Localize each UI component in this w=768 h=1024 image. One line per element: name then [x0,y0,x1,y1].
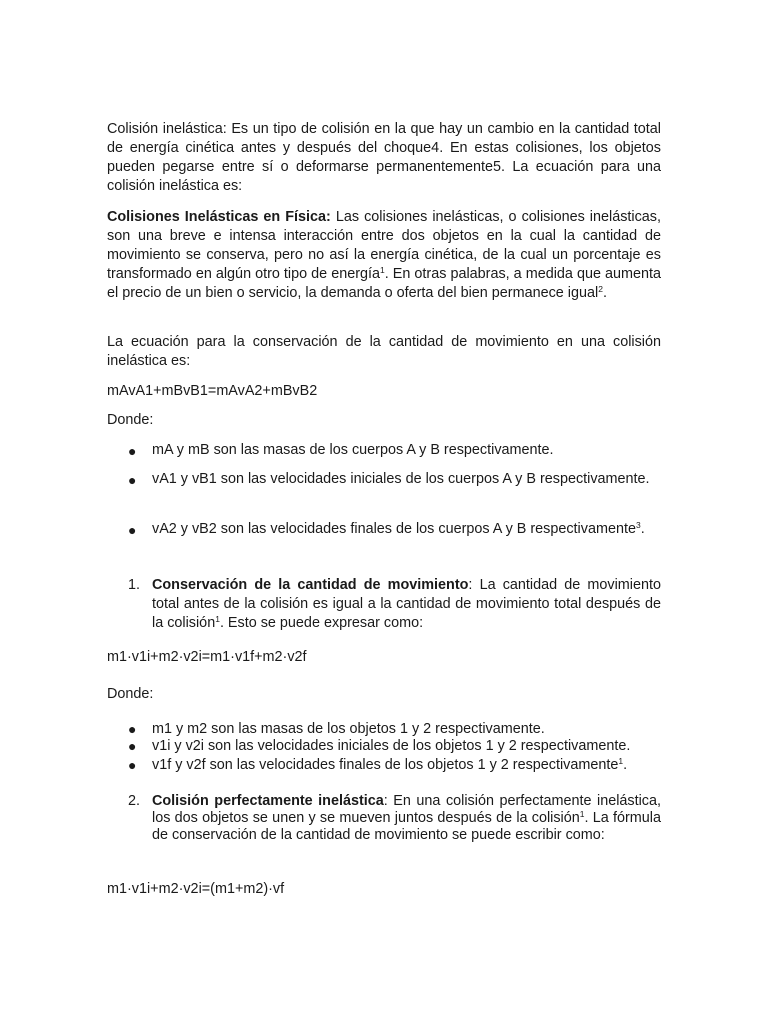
paragraph-momentum-intro [107,333,661,371]
equation-momentum-ab: mAvA1+mBvB1=mAvA2+mBvB2 [107,383,318,399]
list-item-text: mA y mB son las masas de los cuerpos A y B respectivamente. [152,442,554,458]
footnote-ref: 2 [598,283,603,294]
list-number: 2. [128,793,141,809]
item-text: . La fórmula de conservación de la cantidad de movimiento se puede escribir como: [152,810,661,843]
item-text: : En una colisión perfectamente inelástica, los dos objetos se unen y se mueven juntos después de la colisión [152,793,661,826]
numbered-item-perfectly-inelastic [152,793,661,844]
list-item-text: . [640,521,645,537]
list-item-text: vA1 y vB1 son las velocidades iniciales de los cuerpos A y B respectivamente. [152,471,650,487]
label-donde: Donde: [107,412,154,428]
list-item [152,470,661,489]
bullet-icon: ● [128,472,137,488]
paragraph-heading: Colisiones Inelásticas en Física: [107,209,331,225]
list-item-text: m1 y m2 son las masas de los objetos 1 y 2 respectivamente. [152,721,545,737]
paragraph-text: . En otras palabras, a medida que aumenta el precio de un bien o servicio, la demanda o oferta del bien permanece igual [107,265,661,301]
list-item-text: . [623,757,628,773]
paragraph-text: Las colisiones inelásticas, o colisiones inelásticas, son una breve e intensa interacción entre dos objetos en la cual la cantidad de movimiento se conserva, pero no así la energía cinética, de la cual un porcentaje es transformado en algún otro tipo de energía [107,209,661,282]
list-number: 1. [128,577,141,593]
list-item [152,757,661,774]
paragraph-text: . [602,284,607,301]
paragraph-inelastic-physics [107,208,661,303]
footnote-ref: 1 [380,264,385,275]
list-item-text: v1f y v2f son las velocidades finales de los objetos 1 y 2 respectivamente [152,757,619,773]
item-text: : La cantidad de movimiento total antes de la colisión es igual a la cantidad de movimiento total después de la colisión [152,577,661,631]
bullet-icon: ● [128,757,137,773]
list-item [152,520,661,539]
equation-momentum-12: m1·v1i+m2·v2i=m1·v1f+m2·v2f [107,649,307,665]
numbered-item-conservation [152,576,661,633]
item-text: . Esto se puede expresar como: [219,614,424,631]
item-heading: Colisión perfectamente inelástica [152,793,384,809]
list-item-text: v1i y v2i son las velocidades iniciales de los objetos 1 y 2 respectivamente. [152,738,631,754]
footnote-ref: 1 [215,613,220,624]
bullet-icon: ● [128,721,137,737]
bullet-icon: ● [128,522,137,538]
item-heading: Conservación de la cantidad de movimiento [152,577,469,593]
bullet-icon: ● [128,443,137,459]
footnote-ref: 1 [579,809,585,819]
paragraph-inelastic-definition [107,120,661,196]
list-item [152,721,661,738]
label-donde: Donde: [107,686,154,702]
list-item [152,738,661,755]
footnote-ref: 1 [618,756,624,766]
paragraph-text: Colisión inelástica: Es un tipo de colisión en la que hay un cambio en la cantidad total de energía cinética antes y después del choque4. En estas colisiones, los objetos pueden pegarse entre sí o deformarse permanentemente5. La ecuación para una colisión inelástica es: [107,121,661,194]
list-item-text: vA2 y vB2 son las velocidades finales de los cuerpos A y B respectivamente [152,521,636,537]
paragraph-text: La ecuación para la conservación de la cantidad de movimiento en una colisión inelástica es: [107,334,661,369]
equation-perfectly-inelastic: m1·v1i+m2·v2i=(m1+m2)·vf [107,881,285,897]
list-item [152,441,661,460]
bullet-icon: ● [128,738,137,754]
footnote-ref: 3 [635,520,641,530]
